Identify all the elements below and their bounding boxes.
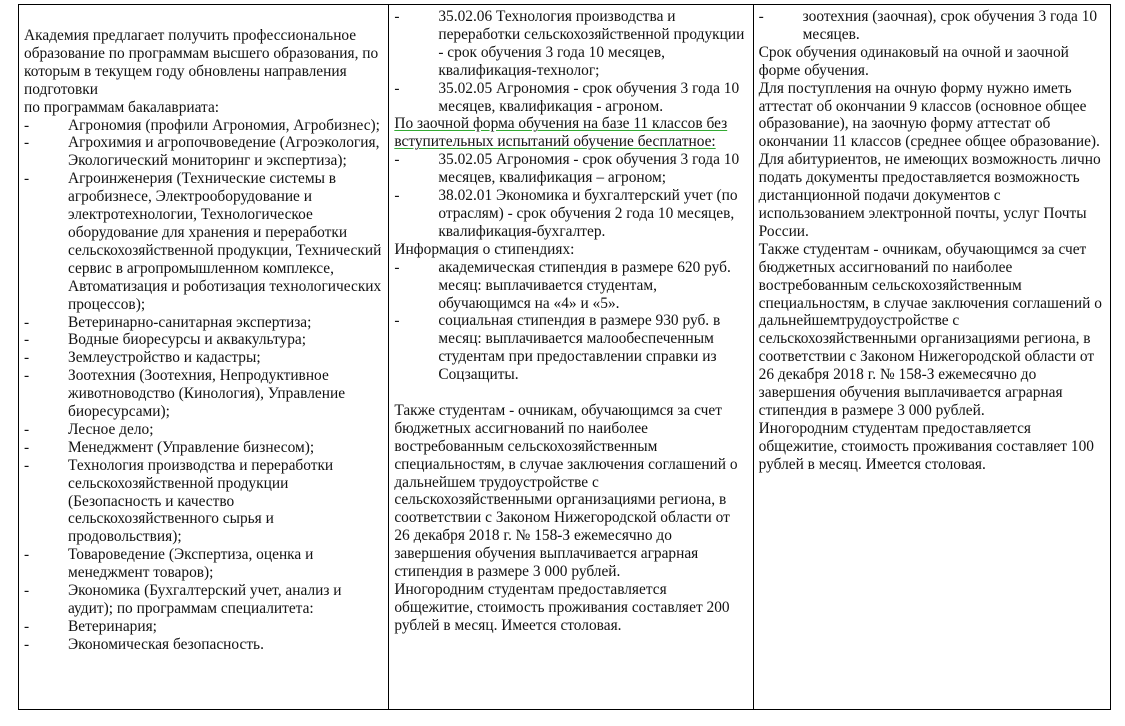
dormitory-text: Иногородним студентам предоставляется общежитие, стоимость проживания составляет 100 рублей в месяц. Имеется столовая.: [758, 419, 1094, 473]
column-general-info: [754, 5, 1110, 709]
admission-requirements-text: Для поступления на очную форму нужно иметь аттестат об окончании 9 классов (основное общее образование), на заочную форму аттестат об окончании 11 классов (среднее общее образование).: [758, 79, 1100, 151]
column-bachelor-programs: [19, 5, 389, 709]
agrarian-stipend-text: Также студентам - очникам, обучающимся за счет бюджетных ассигнований по наиболее востребованным сельскохозяйственным специальностям, в случае заключения соглашений о дальнейшем трудоустройстве с сельскохозяйственными организациями региона, в соответствии с Законом Нижегородской области от 26 декабря 2018 г. № 158-З ежемесячно до завершения обучения выплачивается аграрная стипендия в размере 3 000 рублей.: [394, 401, 738, 581]
bullet-dash: -: [24, 635, 30, 653]
list-item: - Ветеринарно-санитарная экспертиза;: [24, 313, 312, 331]
list-item: - Товароведение (Экспертиза, оценка и менеджмент товаров);: [24, 546, 314, 582]
info-table: [18, 4, 1111, 710]
intro-text: Академия предлагает получить профессиональное образование по программам высшего образования, по которым в текущем году обновлены направления подготовки: [24, 27, 379, 98]
bullet-dash: -: [24, 349, 30, 367]
agrarian-stipend-text: Также студентам - очникам, обучающимся за счет бюджетных ассигнований по наиболее востребованным сельскохозяйственным специальностям, в случае заключения соглашений о дальнейшемтрудоустройстве с сельскохозяйственными организациями региона, в соответствии с Законом Нижегородской области от 26 декабря 2018 г. № 158-З ежемесячно до завершения обучения выплачивается аграрная стипендия в размере 3 000 рублей.: [758, 240, 1102, 419]
list-item: - Ветеринария;: [24, 617, 157, 635]
list-item: - Лесное дело;: [24, 420, 154, 438]
spacer: [394, 384, 748, 402]
bullet-dash: -: [24, 331, 30, 349]
bullet-dash: -: [394, 79, 400, 97]
list-item: - зоотехния (заочная), срок обучения 3 года 10 месяцев.: [758, 8, 1098, 43]
list-item: - Менеджмент (Управление бизнесом);: [24, 438, 315, 456]
list-item: - Экономика (Бухгалтерский учет, анализ и аудит); по программам специалитета:: [24, 582, 342, 617]
correspondence-heading: По заочной форма обучения на базе 11 классов без вступительных испытаний обучение бесплатное:: [394, 115, 728, 151]
bullet-dash: -: [758, 8, 764, 25]
bullet-dash: -: [24, 438, 30, 456]
bullet-dash: -: [24, 313, 30, 331]
remote-submission-text: Для абитуриентов, не имеющих возможность лично подать документы предоставляется возможность дистанционной подачи документов с использованием электронной почты, услуг Почты России.: [758, 151, 1101, 240]
column-college-programs: [389, 5, 753, 709]
list-item: - Агрохимия и агропочвоведение (Агроэкология, Экологический мониторинг и экспертиза);: [24, 134, 380, 170]
bullet-dash: -: [24, 546, 30, 564]
list-item: - 38.02.01 Экономика и бухгалтерский учет (по отраслям) - срок обучения 2 года 10 месяцев, квалификация-бухгалтер.: [394, 187, 738, 240]
bullet-dash: -: [24, 582, 30, 600]
list-item: - 35.02.05 Агрономия - срок обучения 3 года 10 месяцев, квалификация – агроном;: [394, 151, 740, 187]
bullet-dash: -: [394, 187, 400, 205]
list-item: - социальная стипендия в размере 930 руб. в месяц: выплачивается малообеспеченным студентам при предоставлении справки из Соцзащиты.: [394, 312, 721, 384]
bullet-dash: -: [24, 420, 30, 438]
list-item: - 35.02.06 Технология производства и переработки сельскохозяйственной продукции - срок обучения 3 года 10 месяцев, квалификация-технолог;: [394, 8, 745, 79]
bullet-dash: -: [24, 367, 30, 385]
bullet-dash: -: [24, 134, 30, 152]
bullet-dash: -: [394, 8, 400, 25]
bullet-dash: -: [394, 151, 400, 169]
bullet-dash: -: [24, 170, 30, 188]
list-item: - Экономическая безопасность.: [24, 635, 264, 653]
list-item: - академическая стипендия в размере 620 руб. месяц: выплачивается студентам, обучающимся на «4» и «5».: [394, 258, 731, 312]
bullet-dash: -: [394, 258, 400, 276]
bullet-dash: -: [24, 116, 30, 134]
bullet-dash: -: [394, 312, 400, 330]
dormitory-text: Иногородним студентам предоставляется общежитие, стоимость проживания составляет 200 рублей в месяц. Имеется столовая.: [394, 580, 730, 634]
bachelor-heading: по программам бакалавриата:: [24, 98, 220, 116]
bullet-dash: -: [24, 456, 30, 474]
list-item: - Агрономия (профили Агрономия, Агробизнес);: [24, 116, 380, 134]
list-item: - Землеустройство и кадастры;: [24, 349, 261, 367]
list-item: - Водные биоресурсы и аквакультура;: [24, 331, 307, 349]
list-item: - Зоотехния (Зоотехния, Непродуктивное животноводство (Кинология), Управление биоресурсами);: [24, 367, 346, 421]
study-duration-text: Срок обучения одинаковый на очной и заочной форме обучения.: [758, 43, 1069, 79]
list-item: - Технология производства и переработки сельскохозяйственной продукции (Безопасность и качество сельскохозяйственного сырья и продовольствия);: [24, 456, 334, 546]
list-item: - Агроинженерия (Технические системы в агробизнесе, Электрооборудование и электротехнологии, Технологическое оборудование для хранения и переработки сельскохозяйственной продукции, Технический сервис в агропромышленном комплексе, Автоматизация и роботизация технологических процессов);: [24, 170, 382, 313]
bullet-dash: -: [24, 617, 30, 635]
list-item: - 35.02.05 Агрономия - срок обучения 3 года 10 месяцев, квалификация - агроном.: [394, 79, 740, 115]
stipend-heading: Информация о стипендиях:: [394, 240, 575, 258]
